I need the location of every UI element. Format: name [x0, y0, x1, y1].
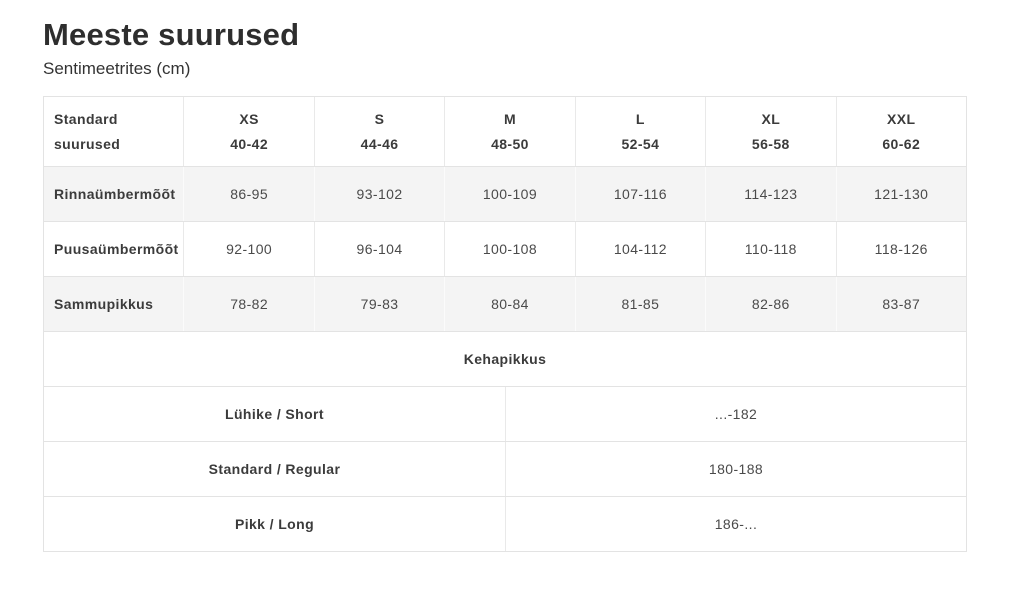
length-row-short — [44, 386, 966, 441]
section-header-label: Kehapikkus — [463, 351, 547, 367]
row-label: Rinnaümbermõõt — [54, 186, 176, 202]
cell-value: 92-100 — [183, 222, 313, 276]
length-row-regular — [44, 441, 966, 496]
length-row-long — [44, 496, 966, 551]
length-row-label: Lühike / Short — [225, 406, 324, 422]
row-label: Sammupikkus — [54, 296, 154, 312]
cell-value: 96-104 — [314, 222, 444, 276]
cell-value: 107-116 — [575, 167, 705, 221]
header-size-cell-xl — [705, 97, 835, 166]
cell-value: 100-109 — [444, 167, 574, 221]
cell-value: 114-123 — [705, 167, 835, 221]
length-row-label: Standard / Regular — [208, 461, 341, 477]
cell-value: 79-83 — [314, 277, 444, 331]
header-label-line1: Standard — [54, 110, 118, 127]
size-code: L — [635, 110, 645, 127]
header-size-cell-l — [575, 97, 705, 166]
cell-value: 104-112 — [575, 222, 705, 276]
cell-value: 78-82 — [183, 277, 313, 331]
table-row-inseam — [44, 276, 966, 331]
size-table — [43, 96, 967, 552]
size-code: S — [374, 110, 385, 127]
cell-value: 121-130 — [836, 167, 966, 221]
size-range: 60-62 — [882, 135, 921, 152]
section-header-row — [44, 331, 966, 386]
size-code: M — [503, 110, 516, 127]
header-size-cell-s — [314, 97, 444, 166]
length-row-label: Pikk / Long — [234, 516, 315, 532]
cell-value: 118-126 — [836, 222, 966, 276]
row-label: Puusaümbermõõt — [54, 241, 179, 257]
header-size-cell-m — [444, 97, 574, 166]
page-subtitle: Sentimeetrites (cm) — [43, 59, 191, 78]
page-title: Meeste suurused — [43, 17, 300, 52]
header-label-line2: suurused — [54, 135, 121, 152]
table-header-row — [44, 97, 966, 166]
size-range: 56-58 — [751, 135, 790, 152]
cell-value: 86-95 — [183, 167, 313, 221]
length-row-value: 186-... — [505, 497, 966, 551]
size-code: XL — [761, 110, 781, 127]
header-size-cell-xs — [183, 97, 313, 166]
cell-value: 82-86 — [705, 277, 835, 331]
header-size-cell-xxl — [836, 97, 966, 166]
length-row-value: ...-182 — [505, 387, 966, 441]
header-label-cell — [44, 97, 183, 166]
cell-value: 93-102 — [314, 167, 444, 221]
cell-value: 110-118 — [705, 222, 835, 276]
size-range: 52-54 — [621, 135, 660, 152]
cell-value: 81-85 — [575, 277, 705, 331]
size-range: 48-50 — [491, 135, 529, 152]
size-code: XXL — [887, 110, 916, 127]
size-code: XS — [239, 110, 259, 127]
cell-value: 83-87 — [836, 277, 966, 331]
cell-value: 100-108 — [444, 222, 574, 276]
table-row-hips — [44, 221, 966, 276]
length-row-value: 180-188 — [505, 442, 966, 496]
cell-value: 80-84 — [444, 277, 574, 331]
table-row-chest — [44, 166, 966, 221]
size-range: 40-42 — [230, 135, 269, 152]
size-range: 44-46 — [360, 135, 399, 152]
